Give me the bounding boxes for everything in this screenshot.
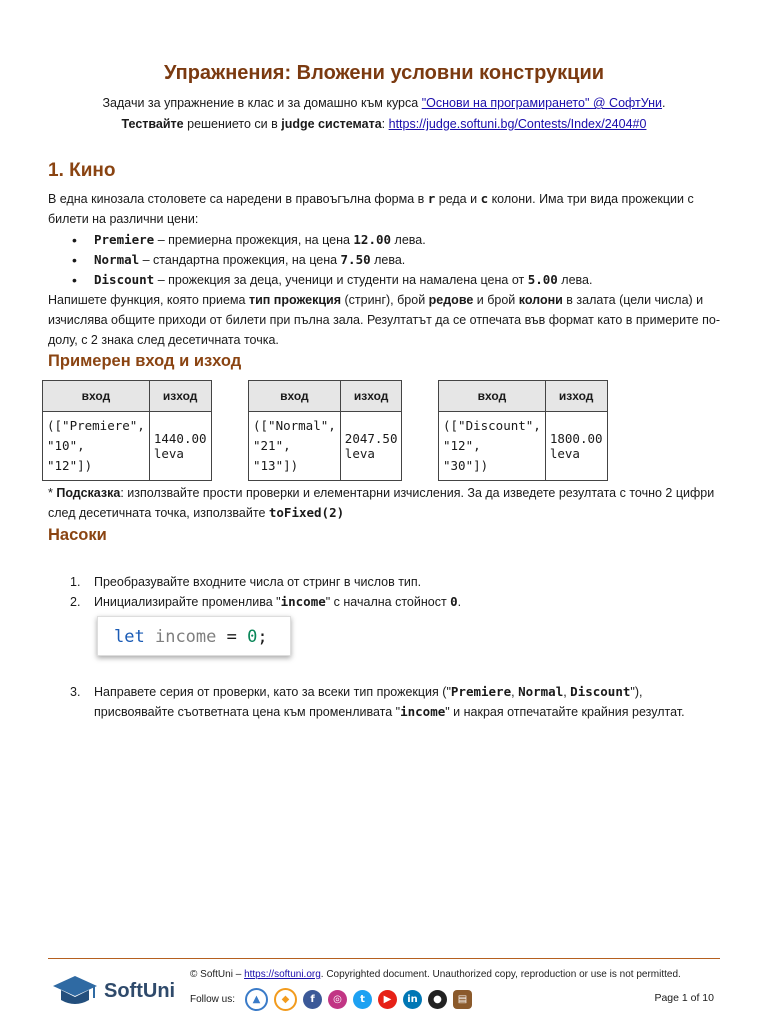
step-text-b: " с начална стойност (325, 595, 451, 609)
softuni-creative-icon[interactable]: ◆ (274, 988, 297, 1011)
subtitle-judge-colon: : (381, 117, 389, 131)
task-bold-rows: редове (428, 293, 474, 307)
step3-code-normal: Normal (518, 684, 564, 699)
list-item (48, 270, 592, 290)
list-item (48, 230, 592, 250)
projection-price: 7.50 (340, 252, 371, 267)
step-code-income: income (280, 594, 326, 609)
table-row (43, 412, 212, 481)
example-output-cell (149, 412, 211, 481)
input-line: "21", (253, 438, 291, 453)
projection-price: 5.00 (527, 272, 558, 287)
projection-unit: лева. (557, 273, 593, 287)
code-semicolon: ; (257, 627, 268, 647)
page-number: Page 1 of 10 (654, 992, 714, 1004)
subtitle-course-suffix: . (662, 96, 666, 110)
projection-desc: – прожекция за деца, ученици и студенти на намалена цена от (154, 273, 528, 287)
copyright-b: . Copyrighted document. Unauthorized copy, reproduction or use is not permitted. (320, 969, 681, 980)
step-text-c: . (457, 595, 462, 609)
footer-divider (48, 958, 720, 959)
intro-text-a: В една кинозала столовете са наредени в правоъгълна форма в (48, 192, 428, 206)
list-item (48, 592, 461, 612)
projection-price: 12.00 (353, 232, 392, 247)
input-line: (["Normal", (253, 418, 336, 433)
step3-text-b: "), присвоявайте съответната цена към променливата " (94, 685, 643, 719)
intro-text-d: колони. Има три вида прожекции с билети на различни цени: (48, 192, 694, 226)
code-equals: = (216, 627, 248, 647)
follow-label: Follow us: (190, 994, 236, 1005)
judge-link[interactable]: https://judge.softuni.bg/Contests/Index/2404#0 (388, 117, 647, 131)
test-word: Тествайте (121, 117, 184, 131)
code-variable: income (154, 627, 217, 647)
step3-code-income: income (400, 704, 446, 719)
softuni-icon[interactable]: ▲ (245, 988, 268, 1011)
table-row (439, 412, 608, 481)
subtitle-course-prefix: Задачи за упражнение в клас и за домашно към курса (102, 96, 422, 110)
logo-text: SoftUni (104, 979, 176, 1002)
subtitle-judge-mid: решението си в (183, 117, 282, 131)
hint-paragraph (48, 483, 720, 523)
intro-text-b: реда и (435, 192, 481, 206)
copyright-a: © SoftUni – (190, 969, 245, 980)
list-item (48, 572, 461, 592)
task-text-e: в залата (цели числа) и изчислява общите приходи от билети при пълна зала. Резултатът да се отпечата във формат като в примерите по-долу, с 2 знака след десетичната точка. (48, 293, 720, 347)
input-line: "10", (47, 438, 85, 453)
input-line: (["Discount", (443, 418, 541, 433)
step3-sep: , (563, 685, 571, 699)
output-line: 1440.00 (153, 431, 207, 446)
step-text (94, 682, 720, 722)
output-line: leva (153, 446, 184, 461)
output-line: leva (549, 446, 580, 461)
code-number: 0 (247, 627, 258, 647)
step-number: 1. (70, 575, 81, 589)
intro-code-r: r (427, 191, 436, 206)
graduation-cap-icon (52, 974, 98, 1008)
projection-desc: – стандартна прожекция, на цена (139, 253, 341, 267)
blog-icon[interactable]: ▤ (453, 990, 472, 1009)
step-code-zero: 0 (450, 594, 458, 609)
hint-label: Подсказка (56, 486, 121, 500)
hint-star: * (48, 486, 57, 500)
projection-types-list (48, 230, 592, 290)
table-header-input: вход (439, 381, 546, 412)
github-icon[interactable]: ● (428, 990, 447, 1009)
task-text-c: (стринг), брой (341, 293, 429, 307)
step-number: 2. (70, 595, 81, 609)
projection-code: Discount (94, 272, 155, 287)
input-line: "30"]) (443, 458, 489, 473)
input-line: "12"]) (47, 458, 93, 473)
follow-us (190, 988, 472, 1011)
facebook-icon[interactable]: f (303, 990, 322, 1009)
steps-list (48, 572, 461, 612)
copyright-line (190, 969, 681, 980)
guidelines-heading: Насоки (48, 526, 107, 544)
problem-intro (48, 189, 720, 229)
softuni-logo[interactable] (52, 974, 175, 1008)
twitter-icon[interactable]: t (353, 990, 372, 1009)
output-line: 2047.50 (344, 431, 398, 446)
projection-unit: лева. (391, 233, 426, 247)
code-keyword: let (114, 627, 145, 647)
example-table (438, 380, 608, 481)
intro-code-c: c (480, 191, 489, 206)
softuni-org-link[interactable]: https://softuni.org (244, 969, 321, 980)
examples-heading: Примерен вход и изход (48, 352, 242, 370)
example-table (42, 380, 212, 481)
example-input-cell (439, 412, 546, 481)
example-output-cell (545, 412, 607, 481)
hint-code: toFixed(2) (268, 505, 345, 520)
list-item (48, 250, 592, 270)
subtitle-course (0, 96, 768, 110)
step3-text-a: Направете серия от проверки, като за всеки тип прожекция (" (94, 685, 451, 699)
step-text: Преобразувайте входните числа от стринг в числов тип. (94, 575, 422, 589)
example-table (248, 380, 402, 481)
instagram-icon[interactable]: ◎ (328, 990, 347, 1009)
code-snippet (97, 616, 291, 656)
task-text-a: Напишете функция, която приема (48, 293, 249, 307)
example-output-cell (340, 412, 402, 481)
subtitle-judge (0, 117, 768, 131)
table-header-output: изход (545, 381, 607, 412)
projection-desc: – премиерна прожекция, на цена (154, 233, 354, 247)
linkedin-icon[interactable]: in (403, 990, 422, 1009)
hint-text: : използвайте прости проверки и елементарни изчисления. За да изведете резултата с точно 2 цифри след десетичната точка, използвайте (48, 486, 715, 520)
table-header-input: вход (43, 381, 150, 412)
course-link[interactable]: "Основи на програмирането" @ СофтУни (421, 96, 663, 110)
youtube-icon[interactable]: ▶ (378, 990, 397, 1009)
task-bold-type: тип прожекция (248, 293, 342, 307)
projection-code: Premiere (94, 232, 155, 247)
table-header-output: изход (340, 381, 402, 412)
example-input-cell (43, 412, 150, 481)
input-line: (["Premiere", (47, 418, 145, 433)
table-row (249, 412, 402, 481)
section-heading-cinema: 1. Кино (48, 160, 116, 181)
step3-code-discount: Discount (570, 684, 631, 699)
judge-word: judge системата (281, 117, 382, 131)
step3-code-premiere: Premiere (450, 684, 512, 699)
example-input-cell (249, 412, 341, 481)
step-number: 3. (70, 685, 81, 699)
task-bold-cols: колони (518, 293, 563, 307)
task-text-d: и брой (473, 293, 519, 307)
task-description (48, 290, 720, 350)
page-title: Упражнения: Вложени условни конструкции (163, 62, 605, 84)
step3-sep: , (511, 685, 519, 699)
projection-unit: лева. (370, 253, 406, 267)
projection-code: Normal (94, 252, 140, 267)
output-line: leva (344, 446, 375, 461)
output-line: 1800.00 (549, 431, 603, 446)
step3-text-c: " и накрая отпечатайте крайния резултат. (445, 705, 685, 719)
table-header-input: вход (249, 381, 341, 412)
step-3 (48, 682, 720, 722)
input-line: "13"]) (253, 458, 299, 473)
input-line: "12", (443, 438, 481, 453)
table-header-output: изход (149, 381, 211, 412)
step-text-a: Инициализирайте променлива " (94, 595, 281, 609)
